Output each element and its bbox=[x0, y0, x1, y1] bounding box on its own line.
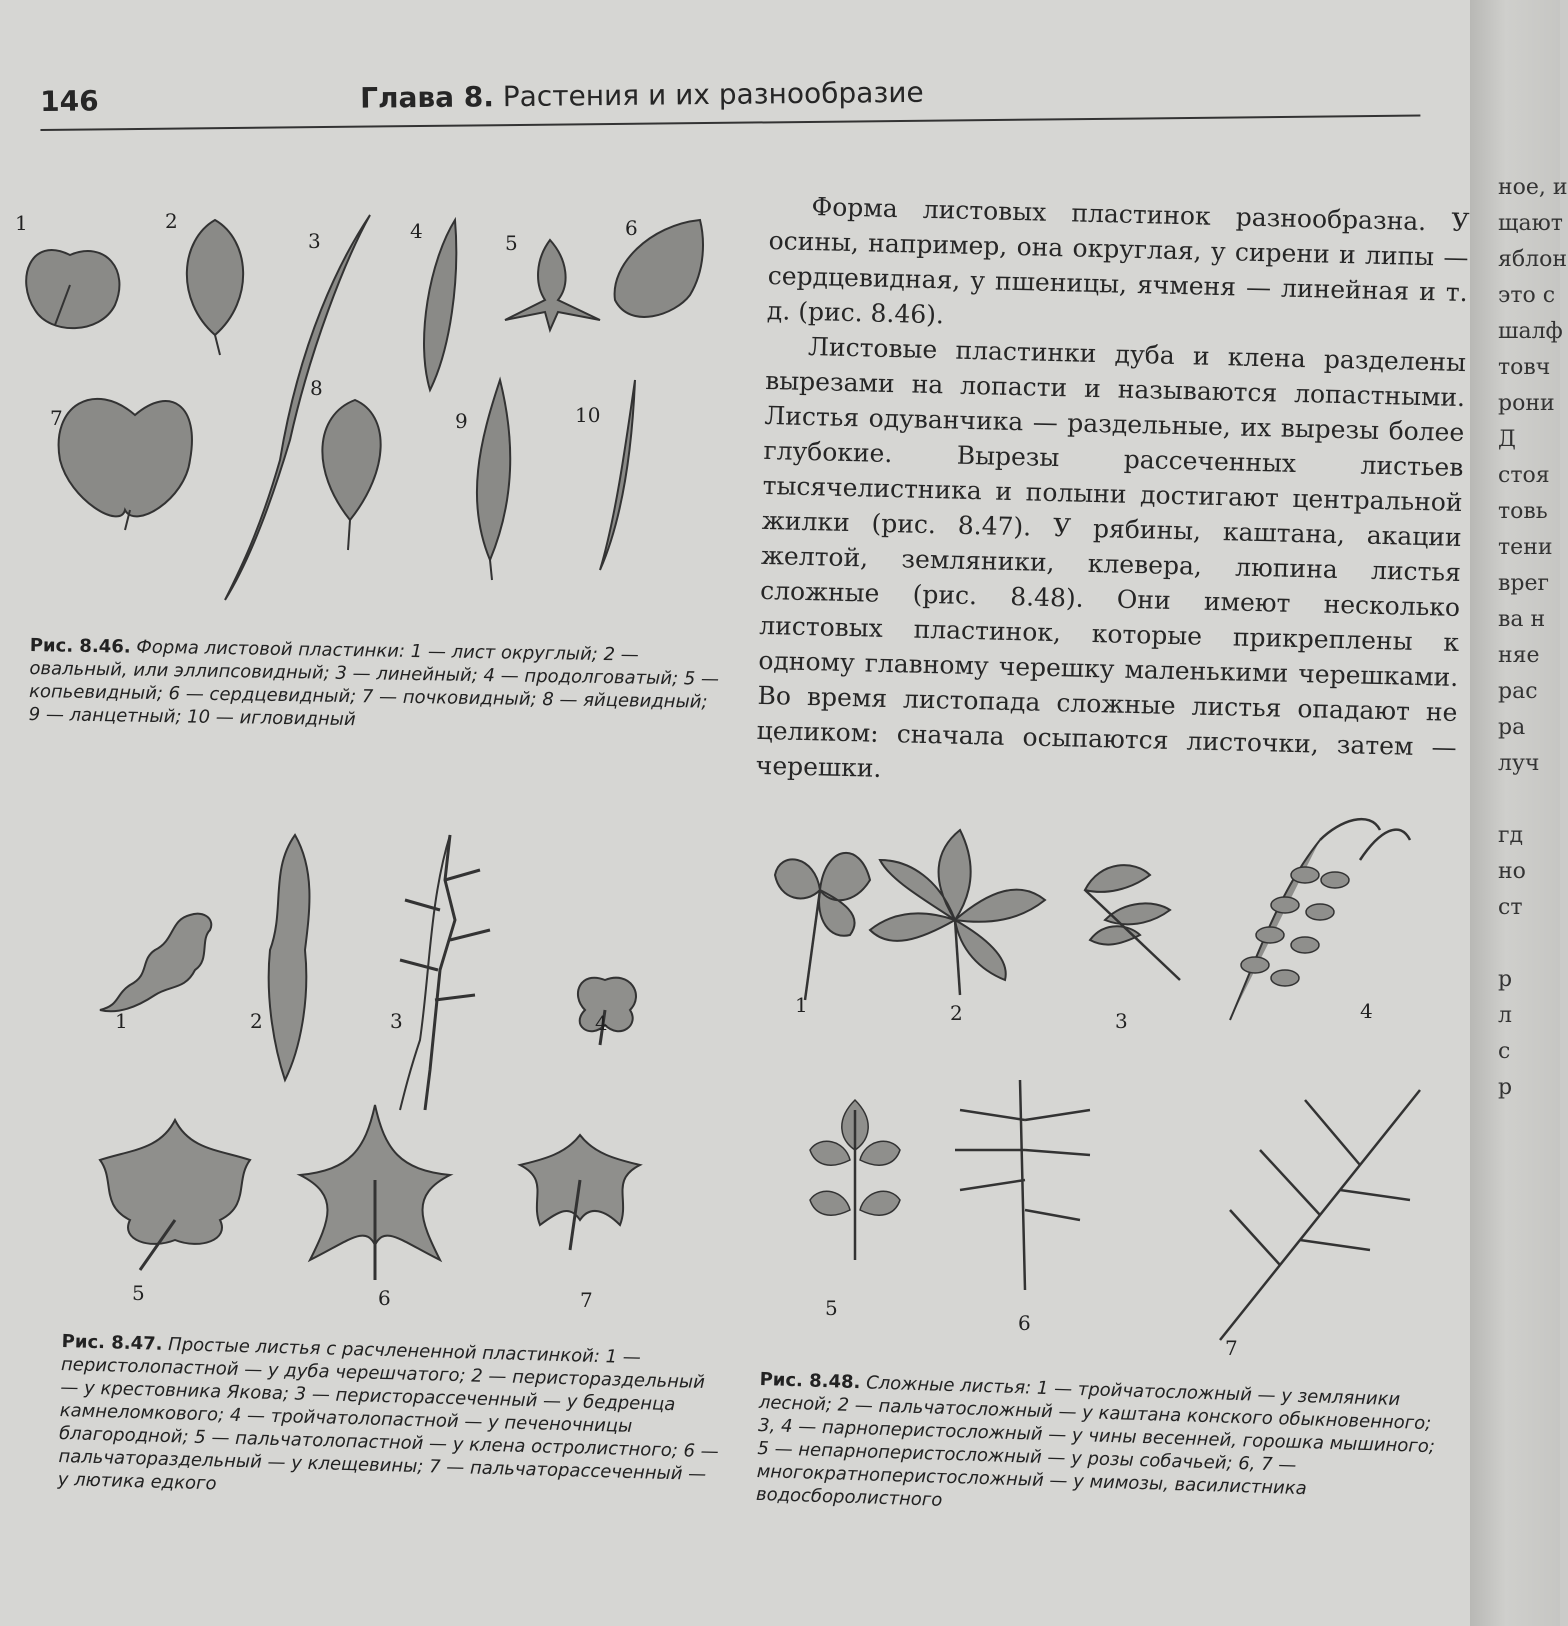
figure-8-48 bbox=[760, 820, 1460, 1360]
fig48-number: 5 bbox=[825, 1296, 838, 1320]
next-page-line: стоя bbox=[1498, 463, 1550, 488]
fig47-number: 5 bbox=[132, 1281, 145, 1305]
figure-8-46 bbox=[10, 200, 710, 620]
next-page-line: щают bbox=[1498, 211, 1563, 236]
chapter-title: Растения и их разнообразие bbox=[502, 75, 924, 114]
leaf-strawberry bbox=[775, 853, 870, 936]
fig48-number: 6 bbox=[1018, 1311, 1031, 1335]
fig46-number: 7 bbox=[50, 406, 63, 430]
next-page-line: тени bbox=[1498, 535, 1553, 560]
leaf-burnet-saxifrage bbox=[400, 835, 450, 1110]
figure-8-47 bbox=[60, 820, 720, 1320]
leaf-oval bbox=[187, 220, 243, 335]
next-page-line bbox=[1498, 926, 1558, 962]
main-text bbox=[755, 188, 1469, 800]
caption-fig-8-47 bbox=[58, 1330, 722, 1509]
next-page-line: но bbox=[1498, 859, 1526, 884]
next-page-line: врег bbox=[1498, 571, 1550, 596]
next-page-line: няе bbox=[1498, 643, 1540, 668]
leaf-oblong bbox=[424, 220, 456, 390]
fig46-number: 4 bbox=[410, 219, 423, 243]
caption-label: Рис. 8.46. bbox=[29, 634, 131, 658]
fig46-number: 2 bbox=[165, 209, 178, 233]
next-page-line: товч bbox=[1498, 355, 1551, 380]
next-page-fragment bbox=[1498, 170, 1568, 1270]
fig47-number: 4 bbox=[595, 1011, 608, 1035]
fig47-number: 2 bbox=[250, 1009, 263, 1033]
next-page-line: рони bbox=[1498, 391, 1555, 416]
next-page-line: товь bbox=[1498, 499, 1548, 524]
fig48-number: 4 bbox=[1360, 999, 1373, 1023]
next-page-line bbox=[1498, 782, 1558, 818]
next-page-line: ра bbox=[1498, 715, 1526, 740]
next-page-line: ное, и bbox=[1498, 175, 1568, 200]
next-page-line: это с bbox=[1498, 283, 1556, 308]
caption-text: Форма листовой пластинки: 1 — лист округлый; 2 — овальный, или эллипсовидный; 3 — линейный; 4 — продолговатый; 5 — копьевидный; 6 — сердцевидный; 7 — почковидный; 8 — яйцевидный; 9 — ланцетный; 10 — игловидный bbox=[28, 636, 720, 731]
leaf-ovate bbox=[322, 400, 380, 520]
next-page-line: р bbox=[1498, 1075, 1513, 1100]
next-page-line: луч bbox=[1498, 751, 1540, 776]
caption-label: Рис. 8.47. bbox=[61, 1330, 163, 1355]
caption-text: Сложные листья: 1 — тройчатосложный — у земляники лесной; 2 — пальчатосложный — у каштана конского обыкновенного; 3, 4 — парноперистосложный — у чины весенней, горошка мышиного; 5 — непарноперистосложный — у розы собачьей; 6, 7 — многократноперистосложный — у мимозы, василистника водосборолистного bbox=[755, 1372, 1436, 1511]
paragraph: Листовые пластинки дуба и клена разделены вырезами на лопасти и называются лопастными. Листья одуванчика — раздельные, их вырезы более глубокие. Вырезы рассеченных листьев тысячелистника и полыни достигают центральной жилки (рис. 8.47). У рябины, каштана, акации желтой, земляники, клевера, люпина листья сложные (рис. 8.48). Они имеют несколько листовых пластинок, которые прикреплены к одному главному черешку маленькими черешками. Во время листопада сложные листья опадают не целиком: сначала осыпаются листочки, затем — черешки. bbox=[755, 331, 1467, 783]
fig46-number: 3 bbox=[308, 229, 321, 253]
fig47-number: 7 bbox=[580, 1288, 593, 1312]
next-page-line: рас bbox=[1498, 679, 1538, 704]
caption-fig-8-48 bbox=[756, 1368, 1450, 1528]
fig48-number: 3 bbox=[1115, 1009, 1128, 1033]
leaf-reniform bbox=[59, 399, 192, 517]
next-page-line: л bbox=[1498, 1003, 1512, 1028]
leaf-lanceolate bbox=[477, 380, 510, 560]
caption-text: Простые листья с расчлененной пластинкой: 1 — перистолопастной — у дуба черешчатого; 2 — перистораздельный — у крестовника Якова; 3 — перисторассеченный — у бедренца камнеломкового; 4 — тройчатолопастной — у печеночницы благородной; 5 — пальчатолопастной — у клена остролистного; 6 — пальчатораздельный — у клещевины; 7 — пальчаторассеченный — у лютика едкого bbox=[57, 1333, 719, 1495]
next-page-line: Д bbox=[1498, 427, 1516, 452]
chapter-heading bbox=[360, 76, 924, 115]
next-page-line: ст bbox=[1498, 895, 1523, 920]
next-page-line: яблон bbox=[1498, 247, 1568, 272]
fig46-number: 1 bbox=[15, 211, 28, 235]
leaf-vetchling bbox=[1085, 865, 1170, 944]
paragraph: Форма листовых пластинок разнообразна. У осины, например, она округлая, у сирени и липы — сердцевидная, у пшеницы, ячменя — линейная и т. д. (рис. 8.46). bbox=[766, 192, 1470, 330]
leaf-acicular bbox=[600, 380, 635, 570]
fig47-number: 3 bbox=[390, 1009, 403, 1033]
fig46-number: 8 bbox=[310, 376, 323, 400]
fig48-number: 7 bbox=[1225, 1336, 1238, 1360]
next-page-line: шалф bbox=[1498, 319, 1563, 344]
fig46-number: 6 bbox=[625, 216, 638, 240]
fig46-number: 9 bbox=[455, 409, 468, 433]
fig47-number: 1 bbox=[115, 1009, 128, 1033]
next-page-line: гд bbox=[1498, 823, 1524, 848]
leaf-hastate bbox=[505, 240, 600, 330]
leaf-maple bbox=[100, 1120, 250, 1244]
leaf-oak bbox=[100, 914, 211, 1012]
leaf-ragwort bbox=[269, 835, 310, 1080]
caption-fig-8-46 bbox=[29, 634, 720, 737]
page-number: 146 bbox=[40, 84, 99, 118]
leaf-round bbox=[26, 250, 119, 328]
fig48-number: 1 bbox=[795, 993, 808, 1017]
next-page-line: ва н bbox=[1498, 607, 1546, 632]
next-page-line: с bbox=[1498, 1039, 1511, 1064]
fig46-number: 5 bbox=[505, 231, 518, 255]
chapter-label: Глава 8. bbox=[359, 80, 495, 115]
fig47-number: 6 bbox=[378, 1286, 391, 1310]
fig46-number: 10 bbox=[575, 403, 601, 427]
next-page-line: р bbox=[1498, 967, 1513, 992]
fig48-number: 2 bbox=[950, 1001, 963, 1025]
caption-label: Рис. 8.48. bbox=[759, 1368, 861, 1394]
